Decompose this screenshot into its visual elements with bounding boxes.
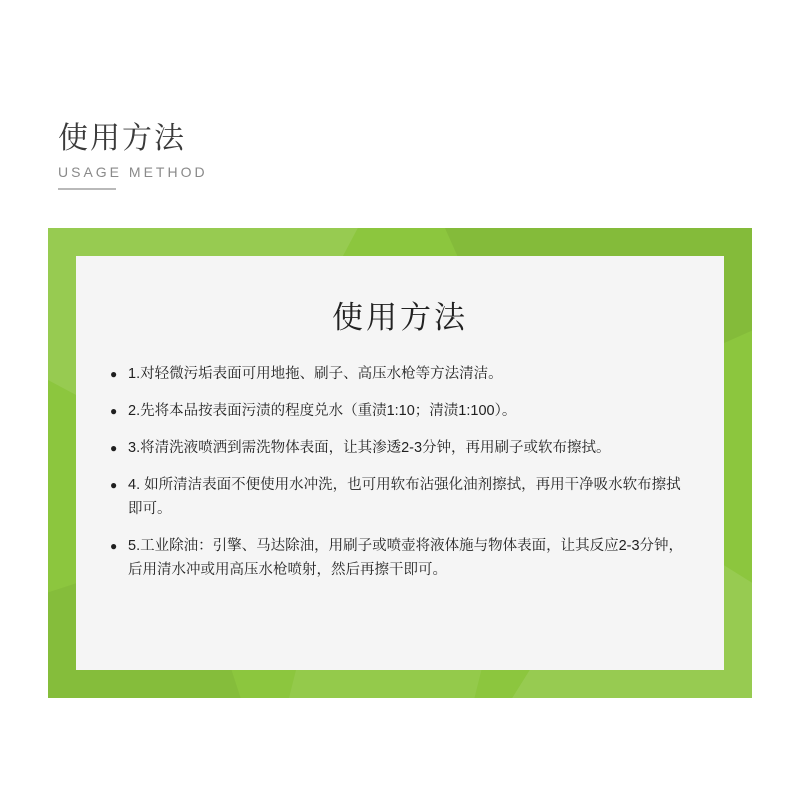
page-header [58, 120, 458, 190]
instruction-step-list [110, 363, 690, 582]
instruction-card [76, 256, 724, 670]
page-title: 使用方法 [58, 122, 186, 155]
list-item [110, 474, 690, 522]
bullet-icon: ● [110, 367, 118, 381]
list-item-text: 1.对轻微污垢表面可用地拖、刷子、高压水枪等方法清洁。 [128, 366, 503, 382]
list-item [110, 535, 690, 583]
page-subtitle: USAGE METHOD [58, 163, 208, 180]
list-item-text: 5.工业除油：引擎、马达除油，用刷子或喷壶将液体施与物体表面，让其反应2-3分钟，后用清水冲或用高压水枪喷射，然后再擦干即可。 [128, 537, 684, 578]
bullet-icon: ● [110, 538, 118, 553]
green-background-panel [48, 228, 752, 698]
list-item [110, 400, 690, 424]
bullet-icon: ● [110, 440, 118, 455]
card-title: 使用方法 [332, 300, 468, 335]
list-item-text: 3.将清洗液喷洒到需洗物体表面，让其渗透2-3分钟，再用刷子或软布擦拭。 [128, 439, 611, 456]
list-item [110, 437, 690, 461]
list-item [110, 363, 690, 387]
title-underline-divider [58, 188, 116, 190]
bullet-icon: ● [110, 477, 118, 492]
bullet-icon: ● [110, 403, 118, 418]
list-item-text: 4. 如所清洁表面不便使用水冲洗，也可用软布沾强化油剂擦拭，再用干净吸水软布擦拭即可。 [128, 476, 681, 517]
list-item-text: 2.先将本品按表面污渍的程度兑水（重渍1:10；清渍1:100）。 [128, 402, 517, 419]
